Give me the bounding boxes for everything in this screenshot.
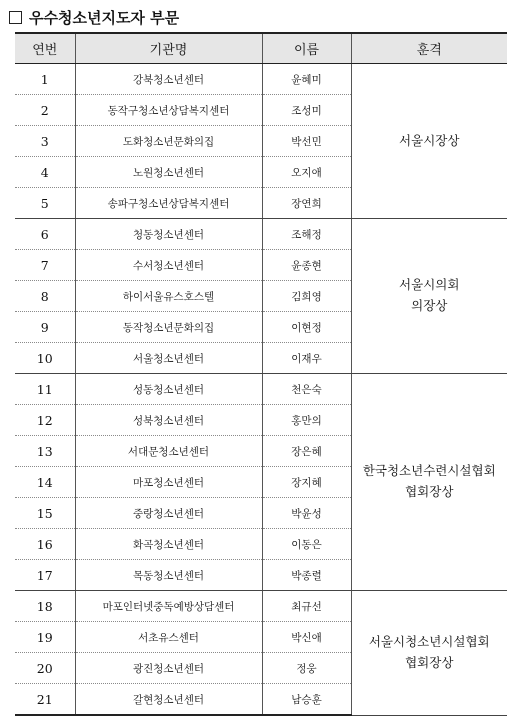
cell-no: 10 [15, 343, 75, 374]
cell-org: 청동청소년센터 [75, 219, 262, 250]
table-row [15, 591, 507, 622]
cell-award: 서울시청소년시설협회 협회장상 [351, 591, 507, 716]
cell-name: 박신애 [262, 622, 351, 653]
cell-no: 17 [15, 560, 75, 591]
cell-org: 중랑청소년센터 [75, 498, 262, 529]
cell-no: 18 [15, 591, 75, 622]
cell-name: 박선민 [262, 126, 351, 157]
cell-org: 목동청소년센터 [75, 560, 262, 591]
cell-name: 장지혜 [262, 467, 351, 498]
cell-no: 9 [15, 312, 75, 343]
cell-name: 장연희 [262, 188, 351, 219]
cell-name: 윤종현 [262, 250, 351, 281]
cell-name: 조해정 [262, 219, 351, 250]
cell-org: 갈현청소년센터 [75, 684, 262, 716]
cell-org: 서울청소년센터 [75, 343, 262, 374]
cell-no: 21 [15, 684, 75, 716]
cell-name: 오지애 [262, 157, 351, 188]
cell-name: 홍만의 [262, 405, 351, 436]
cell-name: 조성미 [262, 95, 351, 126]
cell-no: 4 [15, 157, 75, 188]
cell-org: 마포청소년센터 [75, 467, 262, 498]
cell-name: 박종렬 [262, 560, 351, 591]
header-name: 이름 [262, 33, 351, 64]
cell-name: 천은숙 [262, 374, 351, 405]
cell-org: 동작구청소년상담복지센터 [75, 95, 262, 126]
cell-org: 하이서울유스호스텔 [75, 281, 262, 312]
table-row [15, 374, 507, 405]
cell-no: 7 [15, 250, 75, 281]
cell-award: 서울시의회 의장상 [351, 219, 507, 374]
cell-org: 수서청소년센터 [75, 250, 262, 281]
cell-name: 이재우 [262, 343, 351, 374]
table-row [15, 64, 507, 95]
cell-org: 화곡청소년센터 [75, 529, 262, 560]
header-award: 훈격 [351, 33, 507, 64]
checkbox-icon [9, 11, 22, 24]
cell-org: 동작청소년문화의집 [75, 312, 262, 343]
cell-no: 8 [15, 281, 75, 312]
table-row [15, 219, 507, 250]
cell-org: 광진청소년센터 [75, 653, 262, 684]
section-title [9, 6, 179, 28]
header-org: 기관명 [75, 33, 262, 64]
cell-no: 13 [15, 436, 75, 467]
cell-org: 노원청소년센터 [75, 157, 262, 188]
cell-no: 11 [15, 374, 75, 405]
cell-org: 송파구청소년상담복지센터 [75, 188, 262, 219]
cell-name: 박윤성 [262, 498, 351, 529]
section-title-text: 우수청소년지도자 부문 [29, 8, 180, 27]
cell-org: 성동청소년센터 [75, 374, 262, 405]
table-body [15, 64, 507, 716]
cell-org: 서대문청소년센터 [75, 436, 262, 467]
cell-no: 2 [15, 95, 75, 126]
cell-no: 15 [15, 498, 75, 529]
cell-no: 12 [15, 405, 75, 436]
cell-no: 20 [15, 653, 75, 684]
cell-org: 서초유스센터 [75, 622, 262, 653]
cell-org: 성북청소년센터 [75, 405, 262, 436]
cell-no: 16 [15, 529, 75, 560]
cell-name: 김희영 [262, 281, 351, 312]
cell-name: 윤혜미 [262, 64, 351, 95]
cell-name: 최규선 [262, 591, 351, 622]
cell-name: 이현정 [262, 312, 351, 343]
cell-no: 6 [15, 219, 75, 250]
cell-no: 19 [15, 622, 75, 653]
cell-no: 1 [15, 64, 75, 95]
cell-no: 14 [15, 467, 75, 498]
cell-name: 남승훈 [262, 684, 351, 716]
cell-award: 한국청소년수련시설협회 협회장상 [351, 374, 507, 591]
cell-org: 마포인터넷중독예방상담센터 [75, 591, 262, 622]
cell-award: 서울시장상 [351, 64, 507, 219]
cell-org: 도화청소년문화의집 [75, 126, 262, 157]
cell-no: 5 [15, 188, 75, 219]
cell-name: 장은혜 [262, 436, 351, 467]
award-table [15, 32, 507, 716]
cell-org: 강북청소년센터 [75, 64, 262, 95]
cell-name: 정웅 [262, 653, 351, 684]
header-no: 연번 [15, 33, 75, 64]
cell-name: 이동은 [262, 529, 351, 560]
cell-no: 3 [15, 126, 75, 157]
table-header-row [15, 33, 507, 64]
